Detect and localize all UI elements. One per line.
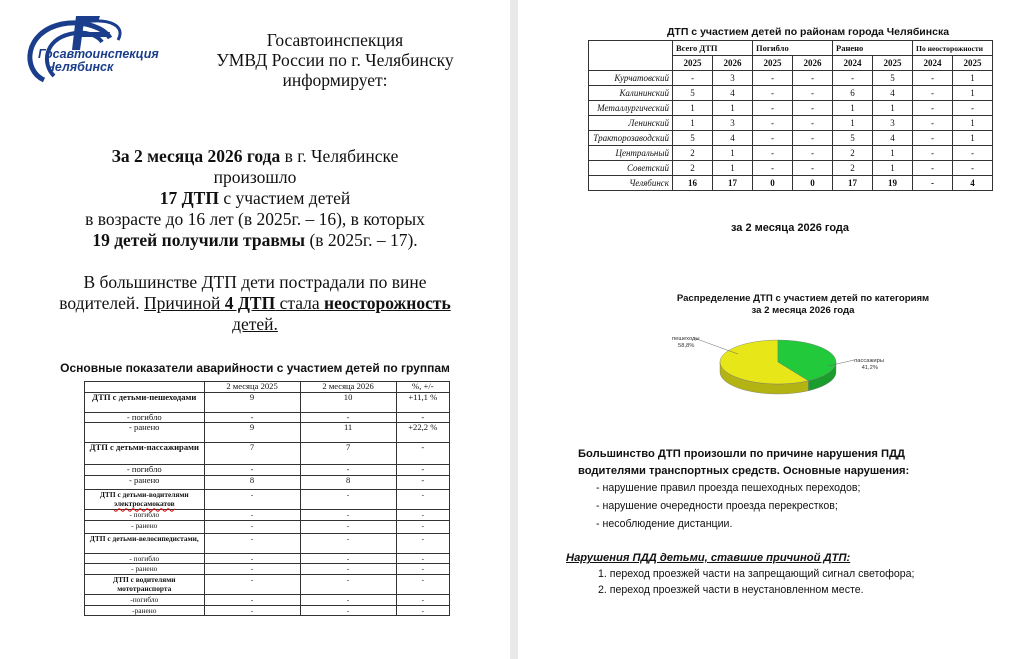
cell: - [300, 564, 396, 575]
cell: - [396, 574, 449, 594]
cell: - [396, 509, 449, 520]
table-row [589, 161, 993, 176]
district-name: Советский [589, 161, 673, 176]
bullet-item: - нарушение очередности проезда перекрестков; [596, 500, 838, 512]
cell: - [793, 116, 833, 131]
cell: - [300, 520, 396, 533]
cell: - [300, 533, 396, 553]
cell: 1 [833, 101, 873, 116]
groups-table [84, 381, 450, 616]
table-group-header-row [589, 41, 993, 56]
cell: - [204, 412, 300, 423]
para-reason: Причиной [143, 293, 225, 313]
group-header: Ранено [833, 41, 913, 56]
cell: - [396, 412, 449, 423]
table-row [85, 475, 450, 489]
year-header-cell: 2025 [873, 56, 913, 71]
cell: 17 [833, 176, 873, 191]
cell: 1 [673, 101, 713, 116]
table-row [589, 131, 993, 146]
cell: - [953, 161, 993, 176]
cell: - [793, 101, 833, 116]
table-row [85, 564, 450, 575]
cell: - [300, 465, 396, 476]
cell: - [793, 86, 833, 101]
cell: 10 [300, 392, 396, 412]
lead-happened: произошло [213, 167, 297, 187]
lead-city: в г. Челябинске [280, 146, 399, 166]
table-header-row [85, 382, 450, 393]
row-label [85, 489, 205, 509]
cell: - [793, 146, 833, 161]
table-row [85, 423, 450, 443]
cell: 7 [204, 443, 300, 465]
cell: - [953, 146, 993, 161]
table-header-cell: 2 месяца 2025 [204, 382, 300, 393]
row-label: ДТП с детьми-велосипедистами, [85, 533, 205, 553]
cell: 11 [300, 423, 396, 443]
chart-title [638, 293, 968, 317]
year-header-cell: 2025 [753, 56, 793, 71]
cell: 17 [713, 176, 753, 191]
main-line2: водителями транспортных средств. Основные нарушения: [578, 465, 910, 477]
cell: 2 [673, 146, 713, 161]
cell: - [753, 161, 793, 176]
table-row [85, 489, 450, 509]
cell: - [913, 71, 953, 86]
cell: 1 [873, 146, 913, 161]
logo-text-line1: Госавтоинспекция [38, 47, 159, 61]
cell: - [396, 475, 449, 489]
cell: 16 [673, 176, 713, 191]
table-row [85, 605, 450, 616]
cell: - [913, 116, 953, 131]
cell: 1 [873, 161, 913, 176]
lead-period: За 2 месяца 2026 года [111, 146, 281, 166]
cell: - [300, 605, 396, 616]
cell: - [913, 161, 953, 176]
district-name: Металлургический [589, 101, 673, 116]
cell: 5 [673, 86, 713, 101]
cell: 2 [833, 161, 873, 176]
cell: - [753, 101, 793, 116]
para-became: стала [275, 293, 325, 313]
table-row [85, 443, 450, 465]
header-line2: УМВД России по г. Челябинску [216, 50, 454, 70]
district-name: Ленинский [589, 116, 673, 131]
year-header-cell: 2025 [673, 56, 713, 71]
cell: - [204, 509, 300, 520]
cell: - [913, 131, 953, 146]
cell: - [204, 533, 300, 553]
cell: - [833, 71, 873, 86]
pie-leader-line [694, 338, 738, 354]
logo-text-line2: Челябинск [46, 60, 114, 74]
main-line1: Большинство ДТП произошли по причине нарушения ПДД [578, 448, 906, 460]
cell: 3 [713, 71, 753, 86]
header-line1: Госавтоинспекция [266, 30, 404, 50]
pie-chart [668, 322, 888, 412]
table-row [589, 116, 993, 131]
row-label: ДТП с детьми-пассажирами [85, 443, 205, 465]
district-name: Челябинск [589, 176, 673, 191]
cell: 4 [873, 86, 913, 101]
district-table [588, 40, 993, 191]
table-row [85, 509, 450, 520]
cell: 9 [204, 423, 300, 443]
cell: - [753, 86, 793, 101]
cell: - [953, 101, 993, 116]
table-row [85, 412, 450, 423]
cell: 3 [713, 116, 753, 131]
district-name: Центральный [589, 146, 673, 161]
cell: - [753, 146, 793, 161]
cell: - [793, 131, 833, 146]
cell: - [396, 553, 449, 564]
table-row [85, 594, 450, 605]
district-rows [589, 71, 993, 191]
bullet-item: - нарушение правил проезда пешеходных переходов; [596, 482, 861, 494]
cell: - [793, 71, 833, 86]
cell: - [913, 86, 953, 101]
right-page [518, 0, 1024, 659]
cell: - [204, 465, 300, 476]
cell: 1 [713, 146, 753, 161]
cell: 1 [713, 101, 753, 116]
cell: - [204, 594, 300, 605]
lead-dtp-count: 17 ДТП [159, 188, 219, 208]
cell: 0 [753, 176, 793, 191]
cell: 4 [873, 131, 913, 146]
year-header-cell: 2026 [713, 56, 753, 71]
header-line3: информирует: [282, 70, 388, 90]
row-label: - ранено [85, 423, 205, 443]
cell: 3 [873, 116, 913, 131]
pie-category-label: пассажиры [854, 358, 884, 364]
bullet-item: - несоблюдение дистанции. [596, 518, 733, 530]
district-table-title: ДТП с участием детей по районам города Челябинска [666, 26, 950, 38]
table-header-cell: 2 месяца 2026 [300, 382, 396, 393]
cell: - [204, 489, 300, 509]
row-label: - ранено [85, 475, 205, 489]
cell: 6 [833, 86, 873, 101]
cell: - [396, 489, 449, 509]
cell: 9 [204, 392, 300, 412]
header [190, 30, 480, 90]
kids-violations-title: Нарушения ПДД детьми, ставшие причиной ДТП: [566, 552, 851, 564]
year-header-cell: 2025 [953, 56, 993, 71]
para-line2a: водителей. [59, 293, 144, 313]
cell: - [396, 564, 449, 575]
left-page [0, 0, 510, 659]
district-name: Калининский [589, 86, 673, 101]
year-header-cell: 2024 [913, 56, 953, 71]
cell: - [793, 161, 833, 176]
table-row [85, 553, 450, 564]
group-header: По неосторожности [913, 41, 993, 56]
kids-violation-item: 2. переход проезжей части в неустановленном месте. [598, 584, 864, 596]
cell: 7 [300, 443, 396, 465]
pie-value-label: 58,8% [678, 343, 695, 349]
cell: 5 [833, 131, 873, 146]
district-table-caption: за 2 месяца 2026 года [730, 222, 850, 234]
cell: - [204, 520, 300, 533]
para-line1: В большинстве ДТП дети пострадали по вине [83, 272, 427, 292]
para-line3: детей. [232, 314, 278, 334]
cell: - [300, 553, 396, 564]
cell: 1 [673, 116, 713, 131]
row-label: -погибло [85, 594, 205, 605]
cell: 1 [953, 116, 993, 131]
cell: - [300, 574, 396, 594]
row-label: ДТП с водителями мототранспорта [85, 574, 205, 594]
cell: - [204, 553, 300, 564]
cell: - [396, 520, 449, 533]
table-row [85, 465, 450, 476]
corner-cell [589, 41, 673, 71]
year-header-cell: 2026 [793, 56, 833, 71]
cell: - [300, 489, 396, 509]
cell: - [753, 116, 793, 131]
group-header: Погибло [753, 41, 833, 56]
cell: 4 [953, 176, 993, 191]
table-row [589, 101, 993, 116]
row-label: - погибло [85, 553, 205, 564]
cell: +22,2 % [396, 423, 449, 443]
lead-dtp-rest: с участием детей [218, 188, 351, 208]
cell: 5 [673, 131, 713, 146]
table-row [589, 146, 993, 161]
cell: 4 [713, 86, 753, 101]
cell: - [753, 131, 793, 146]
cell: 19 [873, 176, 913, 191]
cell: 1 [873, 101, 913, 116]
pie-value-label: 41,2% [861, 365, 878, 371]
cell: - [396, 465, 449, 476]
para-count: 4 ДТП [224, 293, 276, 313]
cell: - [204, 564, 300, 575]
chart-title-line1: Распределение ДТП с участием детей по категориям [676, 293, 930, 304]
kids-violation-item: 1. переход проезжей части на запрещающий сигнал светофора; [598, 568, 915, 580]
cell: - [913, 176, 953, 191]
cell: 1 [953, 71, 993, 86]
row-label: - ранено [85, 564, 205, 575]
cell: +11,1 % [396, 392, 449, 412]
lead-paragraph [20, 146, 490, 251]
row-label: - погибло [85, 465, 205, 476]
lead-injured: 19 детей получили травмы [92, 230, 306, 250]
main-paragraph [578, 446, 1014, 480]
row-label: - погибло [85, 509, 205, 520]
row-label: - ранено [85, 520, 205, 533]
row-label-b: электросамокатов [113, 499, 175, 509]
row-label: - погибло [85, 412, 205, 423]
cell: 1 [833, 116, 873, 131]
cell: - [913, 101, 953, 116]
cell: 8 [204, 475, 300, 489]
cell: 1 [953, 131, 993, 146]
table-header-cell: %, +/- [396, 382, 449, 393]
cell: 1 [713, 161, 753, 176]
cell: 2 [673, 161, 713, 176]
cell: - [204, 574, 300, 594]
group-header: Всего ДТП [673, 41, 753, 56]
cell: 4 [713, 131, 753, 146]
cell: - [300, 412, 396, 423]
chart-title-line2: за 2 месяца 2026 года [751, 305, 855, 316]
year-header-cell: 2024 [833, 56, 873, 71]
cell: 2 [833, 146, 873, 161]
row-label: ДТП с детьми-пешеходами [85, 392, 205, 412]
groups-table-title: Основные показатели аварийности с участием детей по группам [60, 361, 450, 375]
logo-text [38, 48, 159, 74]
drivers-fault-paragraph [20, 272, 490, 335]
cell: - [300, 509, 396, 520]
cell: - [204, 605, 300, 616]
row-label-a: ДТП с детьми-водителями [99, 489, 189, 499]
row-label: -ранено [85, 605, 205, 616]
cell: - [913, 146, 953, 161]
table-row [589, 86, 993, 101]
cell: - [673, 71, 713, 86]
cell: - [396, 605, 449, 616]
cell: - [300, 594, 396, 605]
table-row [85, 574, 450, 594]
cell: - [396, 533, 449, 553]
lead-injured-rest: (в 2025г. – 17). [305, 230, 418, 250]
table-row [85, 392, 450, 412]
cell: 1 [953, 86, 993, 101]
cell: - [396, 443, 449, 465]
total-row [589, 176, 993, 191]
table-row [589, 71, 993, 86]
para-carelessness: неосторожность [324, 293, 451, 313]
table-header-cell [85, 382, 205, 393]
pie-category-label: пешеходы [672, 336, 700, 342]
table-row [85, 533, 450, 553]
cell: 8 [300, 475, 396, 489]
cell: - [396, 594, 449, 605]
cell: 0 [793, 176, 833, 191]
district-name: Курчатовский [589, 71, 673, 86]
district-name: Тракторозаводский [589, 131, 673, 146]
table-row [85, 520, 450, 533]
cell: 5 [873, 71, 913, 86]
lead-age: в возрасте до 16 лет (в 2025г. – 16), в которых [85, 209, 425, 229]
cell: - [753, 71, 793, 86]
